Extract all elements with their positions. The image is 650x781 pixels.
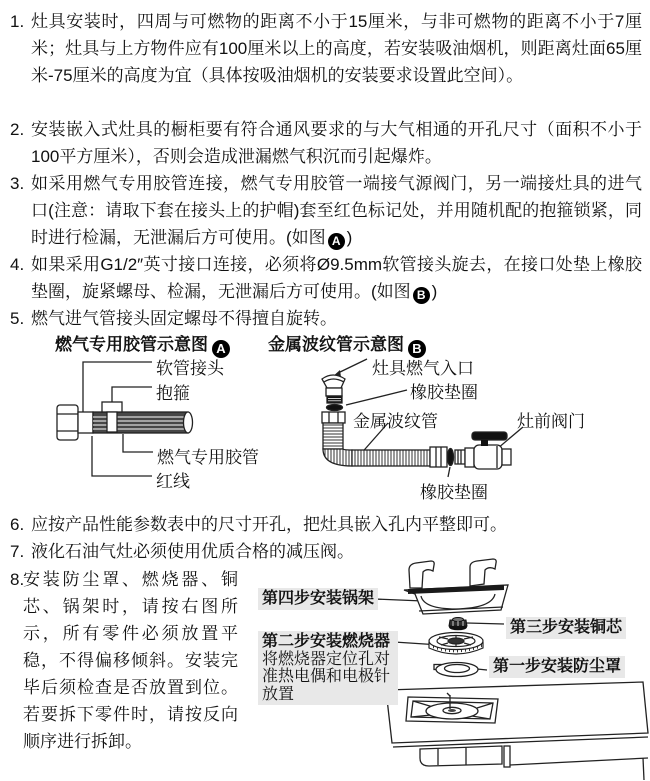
figure-a-title-text: 燃气专用胶管示意图 [55, 335, 208, 354]
step2-title: 第二步安装燃烧器 [262, 633, 391, 650]
item-number: 3. [10, 174, 25, 193]
pipe-top-nut [322, 412, 345, 423]
step3-label: 第三步安装铜芯 [506, 617, 626, 639]
figure-b-badge: B [408, 340, 426, 358]
item-number: 2. [10, 120, 25, 139]
figure-b-ref-badge: B [413, 287, 430, 304]
item-text [31, 170, 642, 251]
assembly-section [0, 558, 650, 781]
label-clamp: 抱箍 [156, 384, 190, 403]
step2-description: 将燃烧器定位孔对准热电偶和电极针放置 [262, 650, 391, 703]
pot-rack-drawing [404, 559, 508, 614]
instruction-item-1 [10, 8, 642, 89]
item-text: 应按产品性能参数表中的尺寸开孔，把灶具嵌入孔内平整即可。 [31, 515, 507, 534]
step1-label: 第一步安装防尘罩 [489, 656, 625, 678]
rubber-gasket-ring [327, 405, 343, 411]
figure-a-badge: A [212, 340, 230, 358]
stove-gas-inlet-fitting [322, 375, 345, 403]
label-metal-pipe: 金属波纹管 [353, 412, 438, 431]
instruction-item-3 [10, 170, 642, 251]
figures-section [0, 328, 650, 510]
item-text: 灶具安装时，四周与可燃物的距离不小于15厘米，与非可燃物的距离不小于7厘米；灶具与上方物件应有100厘米以上的高度，若安装吸油烟机，则距离灶面65厘米-75厘米的高度为宜（具体按吸油烟机的安装要求设置此空间）。 [31, 12, 642, 85]
item-number: 1. [10, 12, 25, 31]
label-rubber-gasket-top: 橡胶垫圈 [410, 383, 478, 402]
burner-drawing [429, 633, 483, 655]
instruction-item-4 [10, 251, 642, 305]
item-number: 8. [10, 570, 25, 589]
step4-label: 第四步安装锅架 [258, 588, 378, 610]
item-text-part: 如采用燃气专用胶管连接，燃气专用胶管一端接气源阀门，另一端接灶具的进气口(注意：请取下套在接头上的护帽)套至红色标记处，并用随机配的抱箍锁紧，同时进行检漏，无泄漏后方可使用。(如图 [31, 174, 642, 247]
item-text-part: ) [431, 282, 438, 301]
label-hose-connector: 软管接头 [156, 359, 224, 378]
item-text-part: ) [346, 228, 353, 247]
label-gas-hose: 燃气专用胶管 [157, 448, 259, 467]
figure-b-title-text: 金属波纹管示意图 [268, 335, 404, 354]
item-number: 4. [10, 255, 25, 274]
front-valve [465, 432, 511, 469]
item-number: 5. [10, 309, 25, 328]
dust-cover-drawing [434, 663, 478, 677]
label-red-line: 红线 [156, 472, 190, 491]
label-rubber-gasket-bottom: 橡胶垫圈 [420, 483, 488, 502]
instruction-item-6 [10, 511, 642, 538]
item-text: 安装防尘罩、燃烧器、铜芯、锅架时，请按右图所示，所有零件必须放置平稳，不得偏移倾斜。安装完毕后须检查是否放置到位。若要拆下零件时，请按反向顺序进行拆卸。 [23, 570, 238, 751]
stove-body-drawing [386, 682, 648, 780]
label-stove-gas-inlet: 灶具燃气入口 [372, 359, 474, 378]
item-text [31, 251, 642, 305]
instruction-item-2 [10, 116, 642, 170]
instruction-item-8 [10, 566, 238, 755]
item-number: 6. [10, 515, 25, 534]
rubber-gasket-ring-2 [448, 449, 454, 466]
item-text-part: 如果采用G1/2″英寸接口连接，必须将Ø9.5mm软管接头旋去，在接口处垫上橡胶垫圈，旋紧螺母、检漏，无泄漏后方可使用。(如图 [31, 255, 642, 301]
item-text: 安装嵌入式灶具的橱柜要有符合通风要求的与大气相通的开孔尺寸（面积不小于100平方厘米），否则会造成泄漏燃气积沉而引起爆炸。 [31, 120, 642, 166]
label-front-valve: 灶前阀门 [517, 412, 585, 431]
item-text: 燃气进气管接头固定螺母不得擅自旋转。 [31, 309, 337, 328]
figure-a-ref-badge: A [328, 233, 345, 250]
pipe-end-nut [430, 447, 447, 467]
item-number: 7. [10, 542, 25, 561]
item-text: 液化石油气灶必须使用优质合格的减压阀。 [31, 542, 354, 561]
step2-label-box [258, 631, 398, 705]
threaded-adapter [455, 450, 465, 464]
copper-core-cap-drawing [449, 618, 467, 630]
hose-nut [57, 405, 93, 440]
